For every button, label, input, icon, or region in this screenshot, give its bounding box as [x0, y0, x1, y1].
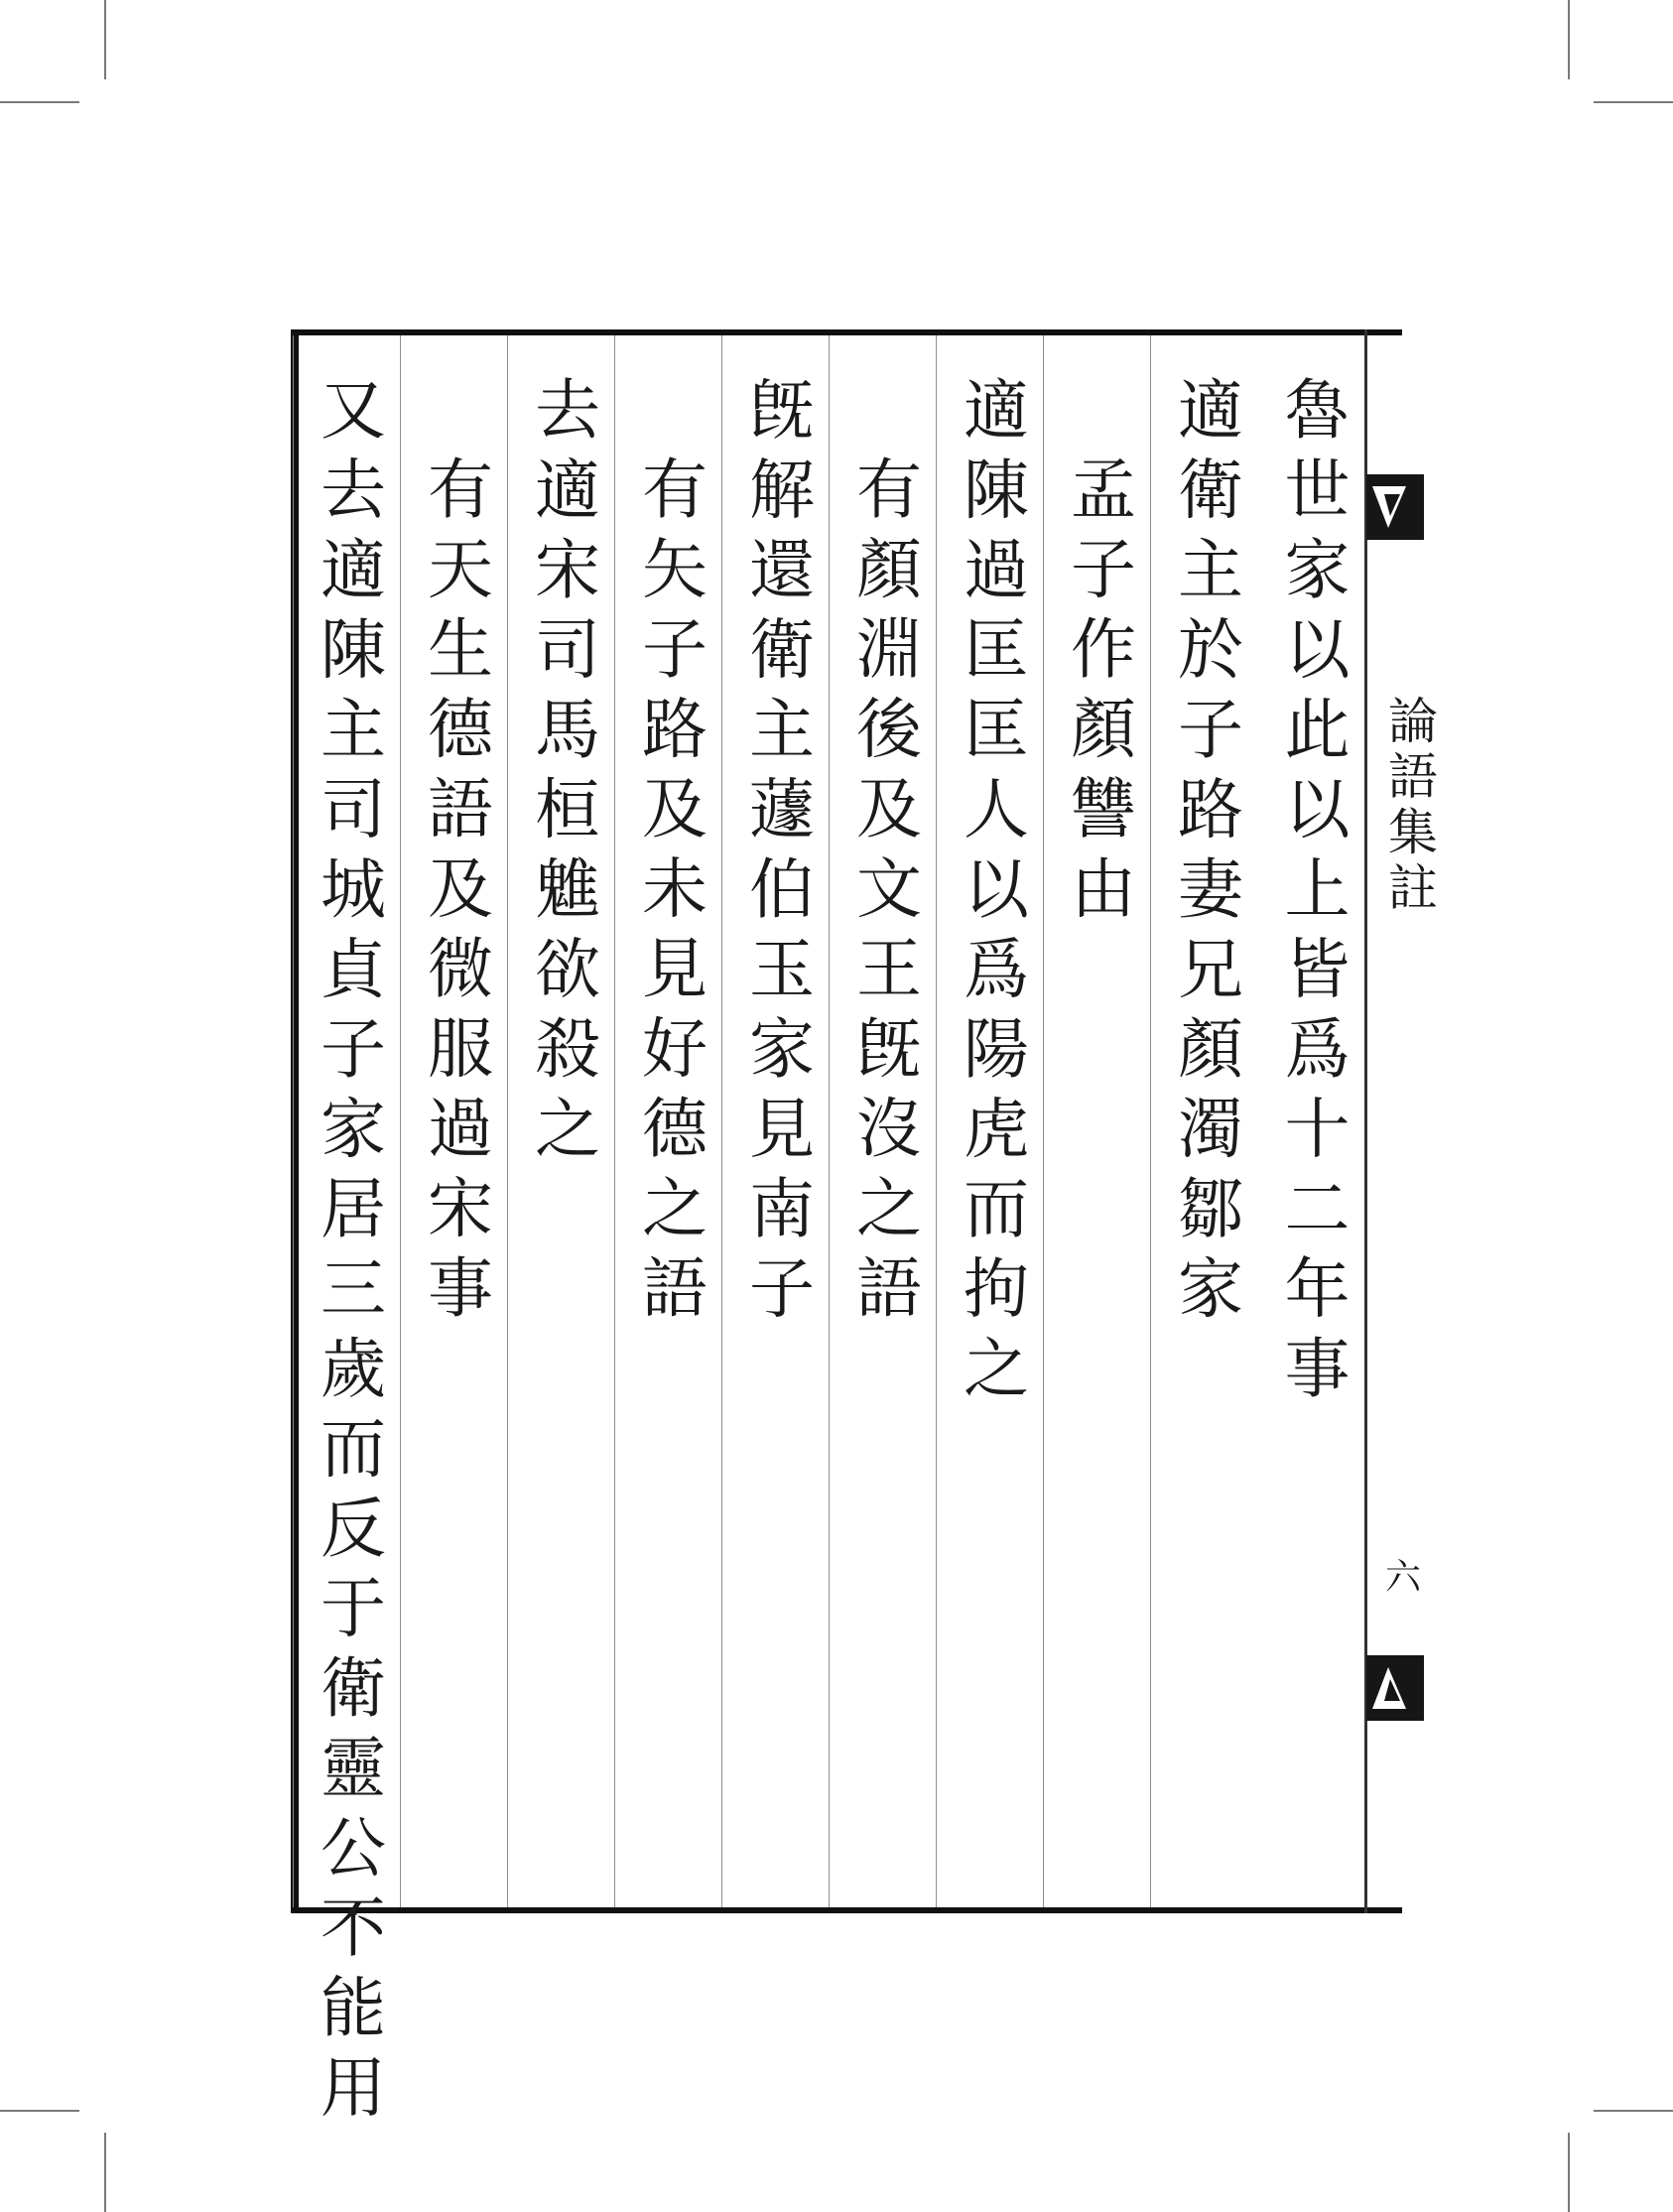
column-text: 適衛主於子路妻兄顏濁鄒家: [1166, 375, 1243, 1334]
text-column: [936, 335, 1043, 1907]
column-text: 魯世家以此以上皆爲十二年事: [1273, 375, 1350, 1414]
book-title: 論語集註: [1380, 695, 1438, 917]
crop-mark-top-left-vertical: [104, 0, 106, 79]
text-column: [400, 335, 507, 1907]
text-column: [829, 335, 936, 1907]
crop-mark-bottom-left-horizontal: [0, 2110, 79, 2112]
crop-mark-bottom-right-vertical: [1568, 2133, 1570, 2212]
crop-mark-top-left-horizontal: [0, 101, 79, 103]
fish-tail-bottom-icon: [1366, 1655, 1424, 1721]
column-text: 有天生德語及微服過宋事: [416, 455, 493, 1334]
text-column: [1150, 335, 1257, 1907]
column-text: 有矢子路及未見好德之語: [630, 455, 708, 1334]
text-column: [293, 335, 400, 2133]
crop-mark-top-right-vertical: [1568, 0, 1570, 79]
column-text: 去適宋司馬桓魋欲殺之: [523, 375, 600, 1174]
text-column: [507, 335, 614, 1907]
column-text: 有顏淵後及文王旣沒之語: [844, 455, 922, 1334]
text-column: [614, 335, 721, 1907]
column-text: 旣解還衛主蘧伯玉家見南子: [737, 375, 815, 1334]
text-column: [1043, 335, 1150, 1907]
column-text: 適陳過匡匡人以爲陽虎而拘之: [952, 375, 1029, 1414]
crop-mark-bottom-left-vertical: [104, 2133, 106, 2212]
crop-mark-top-right-horizontal: [1594, 101, 1673, 103]
crop-mark-bottom-right-horizontal: [1594, 2110, 1673, 2112]
text-column: [1257, 335, 1364, 1907]
column-text: 又去適陳主司城貞子家居三歲而反于衛靈公不能用: [309, 375, 386, 2133]
column-text: 孟子作顏讐由: [1059, 455, 1136, 934]
fish-tail-top-icon: [1366, 474, 1424, 540]
page-number: 六: [1385, 1557, 1422, 1598]
text-column: [721, 335, 829, 1907]
